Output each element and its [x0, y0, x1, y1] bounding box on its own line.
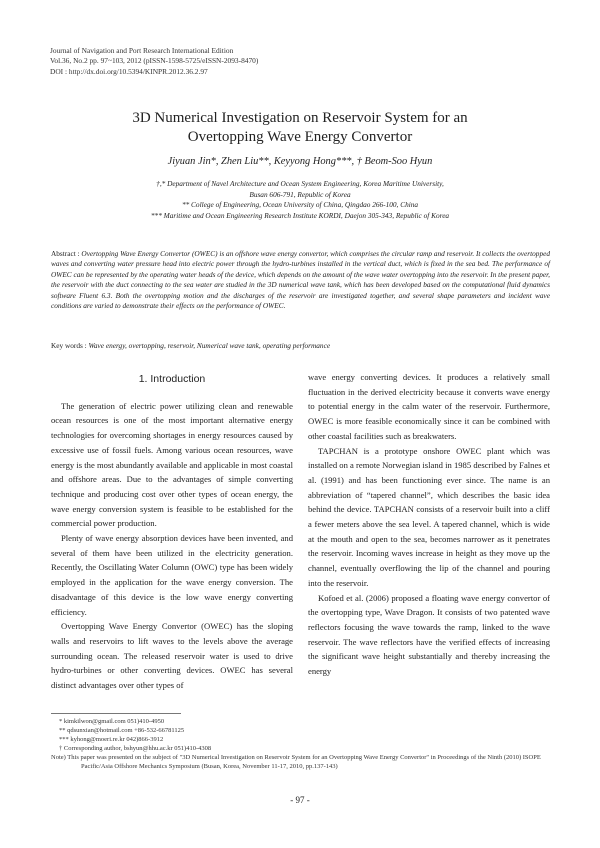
paragraph: TAPCHAN is a prototype onshore OWEC plant which was installed on a remote Norwegian island in 1985 described by Falnes et al. (1991) and has been functioning ever since. The name is an abbreviation of “tapered channel”, which describes the basic idea behind the device. TAPCHAN consists of a reservoir built into a cliff a fewer meters above the sea level. A tapered channel, which is wide at the mouth and open to the sea, becomes narrower as it penetrates the reservoir. Incoming waves increase in height as they move up the channel, eventually overflowing the lip of the channel and pouring into the reservoir.: [308, 445, 550, 588]
journal-volume: Vol.36, No.2 pp. 97~103, 2012 (pISSN-1598-5725/eISSN-2093-8470): [50, 56, 259, 66]
abstract-text: Overtopping Wave Energy Convertor (OWEC) is an offshore wave energy convertor, which comprises the circular ramp and reservoir. It collects the overtopped waves and converting water pressure head into electric power through the hydro-turbines installed in the vertical duct, which is fixed in the sea bed. The performance of OWEC can be represented by the operating water heads of the device, which depends on the amount of the wave water overtopping into the reservoir. In the present paper, the reservoir with the duct connecting to the sea water are studied in the 3D numerical wave tank, which has been developed based on the computational fluid dynamics software Fluent 6.3. Both the overtopping motion and the discharges of the reservoir are investigated together, and several shape parameters and incident wave conditions are varied to demonstrate their effects on the performance of OWEC.: [51, 249, 550, 311]
title-line-1: 3D Numerical Investigation on Reservoir System for an: [132, 110, 468, 126]
footnote: *** kyhong@moeri.re.kr 042)866-3912: [59, 736, 164, 743]
affiliation-line: †,* Department of Navel Architecture and Ocean System Engineering, Korea Maritime University,: [156, 179, 444, 188]
paragraph: Kofoed et al. (2006) proposed a floating wave energy convertor of the overtopping type, Wave Dragon. It consists of two patented wave reflectors focusing the wave towards the ramp, linked to the wave reservoir. The wave reflectors have the verified effects of increasing the significant wave height substantially and thereby increasing the energy: [308, 592, 550, 677]
affiliations: [40, 179, 560, 221]
footnote: ** qdsunxian@hotmail.com +86-532-66781125: [59, 727, 185, 734]
keywords-label: Key words :: [51, 341, 89, 350]
left-column: [51, 370, 293, 693]
footnotes: [51, 717, 550, 771]
journal-name: Journal of Navigation and Port Research International Edition: [50, 46, 234, 55]
keywords: [51, 341, 550, 350]
footnote-divider: [51, 713, 181, 714]
paragraph: Plenty of wave energy absorption devices have been invented, and several of them have been utilized in the electricity generation. Recently, the Oscillating Water Column (OWC) type has been widely employed in the application for the wave energy conversion. The disadvantage of this device is the low wave energy converting efficiency.: [51, 533, 293, 617]
page-number: - 97 -: [290, 795, 310, 805]
affiliation-line: Busan 606-791, Republic of Korea: [249, 189, 351, 199]
right-column: [308, 370, 550, 679]
abstract: [51, 249, 550, 311]
affiliation-line: ** College of Engineering, Ocean University of China, Qingdao 266-100, China: [181, 200, 419, 209]
footnote: * kimkilwon@gmail.com 051)410-4950: [59, 718, 165, 725]
footnote: † Corresponding author, bshyun@hhu.ac.kr 051)410-4308: [59, 745, 212, 752]
paper-title: [70, 109, 530, 147]
affiliation-line: *** Maritime and Ocean Engineering Research Institute KORDI, Daejon 305-343, Republic of Korea: [150, 210, 450, 220]
author-list: Jiyuan Jin*, Zhen Liu**, Keyyong Hong***, † Beom-Soo Hyun: [167, 156, 433, 167]
paragraph: wave energy converting devices. It produces a relatively small fluctuation in the derived electricity because it converts wave energy to potential energy in the calm water of the reservoir. Furthermore, OWEC is more feasible economically since it can be combined with other coastal facilities such as breakwaters.: [308, 372, 550, 441]
journal-header: [50, 46, 258, 77]
presentation-note: Note) This paper was presented on the subject of "3D Numerical Investigation on Reservoir System for an Overtopping Wave Energy Convertor" in Proceedings of the Ninth (2010) ISOPE Pacific/Asia Offshore Mechanics Symposium (Busan, Korea, November 11-17, 2010, pp.137-143): [51, 754, 541, 770]
paragraph: The generation of electric power utilizing clean and renewable ocean resources is one of the most important alternative energy technologies for overcoming shortages in energy resources caused by excessive use of fossil fuels. Among various ocean resources, wave energy is the most abundantly available and applicable in most coastal and offshore areas. Due to the advantages of simple converting technique and producing cost over other types of ocean energy, the wave energy conversion system is feasible to be established for the commercial power production.: [51, 400, 293, 529]
keywords-text: Wave energy, overtopping, reservoir, Numerical wave tank, operating performance: [88, 341, 331, 350]
journal-doi: DOI : http://dx.doi.org/10.5394/KINPR.2012.36.2.97: [50, 66, 208, 76]
section-heading: 1. Introduction: [138, 373, 206, 385]
title-line-2: Overtopping Wave Energy Convertor: [187, 129, 413, 145]
paragraph: Overtopping Wave Energy Convertor (OWEC) has the sloping walls and reservoirs to lift waves to the levels above the average surrounding ocean. The released reservoir water is used to drive hydro-turbines or other converting devices. OWEC has several distinct advantages over other types of: [51, 621, 293, 691]
abstract-label: Abstract :: [51, 249, 82, 258]
